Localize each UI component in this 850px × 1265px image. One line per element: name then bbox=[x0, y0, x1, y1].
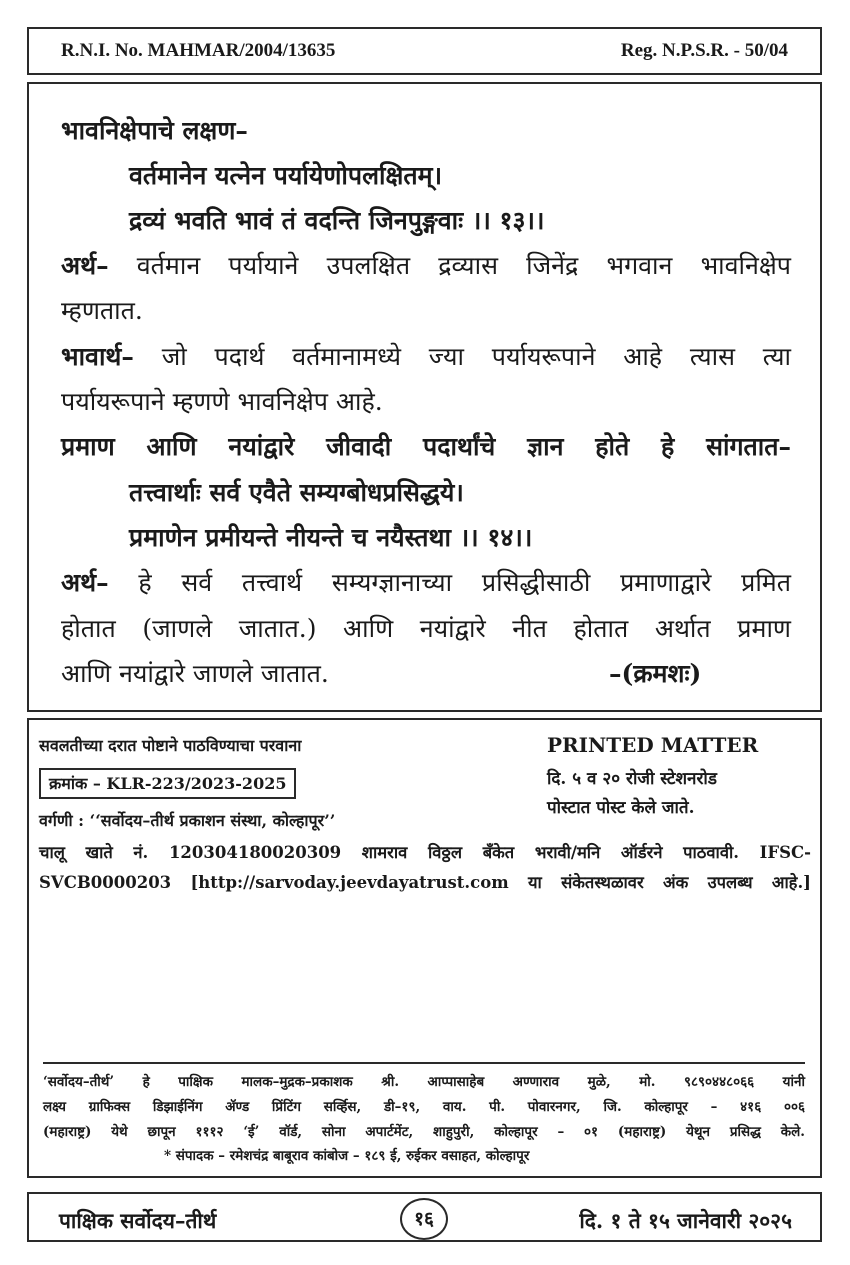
issue-date: दि. १ ते १५ जानेवारी २०२५ bbox=[579, 1208, 792, 1233]
verse-14-line-1: तत्त्वार्थाः सर्व एवैते सम्यग्बोधप्रसिद्धये। bbox=[129, 478, 464, 507]
imprint-line-1: ‘सर्वोदय–तीर्थ’ हे पाक्षिक मालक–मुद्रक–प्रकाशक श्री. आप्पासाहेब अण्णाराव मुळे, मो. ९८९०४४८०६६ यांनी bbox=[43, 1074, 805, 1090]
postal-info-box bbox=[27, 718, 822, 1178]
divider bbox=[43, 1062, 805, 1064]
to-be-continued: –(क्रमशः) bbox=[609, 659, 702, 688]
imprint-line-3: (महाराष्ट्र) येथे छापून १११२ ‘ई’ वॉर्ड, सोना अपार्टमेंट, शाहुपुरी, कोल्हापूर – ०१ (महाराष्ट्र) येथून प्रसिद्ध केले. bbox=[43, 1124, 805, 1140]
account-details-line-2: SVCB0000203 [http://sarvoday.jeevdayatrust.com या संकेतस्थळावर अंक उपलब्ध आहे.] bbox=[39, 873, 811, 892]
rni-number: R.N.I. No. MAHMAR/2004/13635 bbox=[61, 40, 336, 61]
printed-matter-label: PRINTED MATTER bbox=[547, 733, 759, 757]
artha-2-line-2: होतात (जाणले जातात.) आणि नयांद्वारे नीत होतात अर्थात प्रमाण bbox=[61, 614, 791, 643]
page-footer bbox=[27, 1192, 822, 1242]
posting-schedule-line-1: दि. ५ व २० रोजी स्टेशनरोड bbox=[547, 769, 717, 789]
artha-1-line-2: म्हणतात. bbox=[61, 296, 143, 325]
heading-pramana-naya: प्रमाण आणि नयांद्वारे जीवादी पदार्थांचे ज्ञान होते हे सांगतात– bbox=[61, 432, 791, 461]
permit-title: सवलतीच्या दरात पोष्टाने पाठविण्याचा परवाना bbox=[39, 736, 302, 755]
imprint-line-2: लक्ष्य ग्राफिक्स डिझाईनिंग ॲण्ड प्रिंटिंग सर्व्हिस, डी–१९, वाय. पी. पोवारनगर, जि. कोल्हापूर – ४१६ ००६ bbox=[43, 1099, 805, 1115]
heading-bhavanikshepa: भावनिक्षेपाचे लक्षण– bbox=[61, 116, 248, 145]
masthead-box bbox=[27, 27, 822, 75]
account-details-line-1: चालू खाते नं. 120304180020309 शामराव विठ्ठल बँकेत भरावी/मनि ऑर्डरने पाठवावी. IFSC- bbox=[39, 843, 811, 862]
verse-14-line-2: प्रमाणेन प्रमीयन्ते नीयन्ते च नयैस्तथा ।। १४।। bbox=[129, 523, 533, 552]
bhavartha-line-2: पर्यायरूपाने म्हणणे भावनिक्षेप आहे. bbox=[61, 387, 383, 416]
permit-number: क्रमांक – KLR-223/2023-2025 bbox=[39, 768, 296, 799]
page-number: १६ bbox=[400, 1198, 448, 1240]
publication-name: पाक्षिक सर्वोदय–तीर्थ bbox=[59, 1208, 217, 1233]
artha-2-line-3: आणि नयांद्वारे जाणले जातात. bbox=[61, 659, 329, 688]
verse-13-line-1: वर्तमानेन यत्नेन पर्यायेणोपलक्षितम्। bbox=[129, 161, 443, 190]
artha-label: अर्थ– bbox=[61, 251, 109, 280]
verse-13-line-2: द्रव्यं भवति भावं तं वदन्ति जिनपुङ्गवाः ।। १३।। bbox=[129, 206, 545, 235]
article-box bbox=[27, 82, 822, 712]
artha-1-line-1: अर्थ– वर्तमान पर्यायाने उपलक्षित द्रव्यास जिनेंद्र भगवान भावनिक्षेप bbox=[61, 251, 792, 280]
posting-schedule-line-2: पोस्टात पोस्ट केले जाते. bbox=[547, 798, 695, 818]
subscription-payee: वर्गणी : ‘‘सर्वोदय–तीर्थ प्रकाशन संस्था, कोल्हापूर’’ bbox=[39, 811, 336, 830]
bhavartha-label: भावार्थ– bbox=[61, 342, 134, 371]
editor-line: * संपादक – रमेशचंद्र बाबूराव कांबोज – १८९ ई, रुईकर वसाहत, कोल्हापूर bbox=[164, 1148, 530, 1164]
artha-2-line-1: अर्थ– हे सर्व तत्त्वार्थ सम्यग्ज्ञानाच्या प्रसिद्धीसाठी प्रमाणाद्वारे प्रमित bbox=[61, 568, 791, 597]
bhavartha-line-1: भावार्थ– जो पदार्थ वर्तमानामध्ये ज्या पर्यायरूपाने आहे त्यास त्या bbox=[61, 342, 791, 371]
artha-label: अर्थ– bbox=[61, 568, 109, 597]
registration-number: Reg. N.P.S.R. - 50/04 bbox=[620, 40, 788, 61]
